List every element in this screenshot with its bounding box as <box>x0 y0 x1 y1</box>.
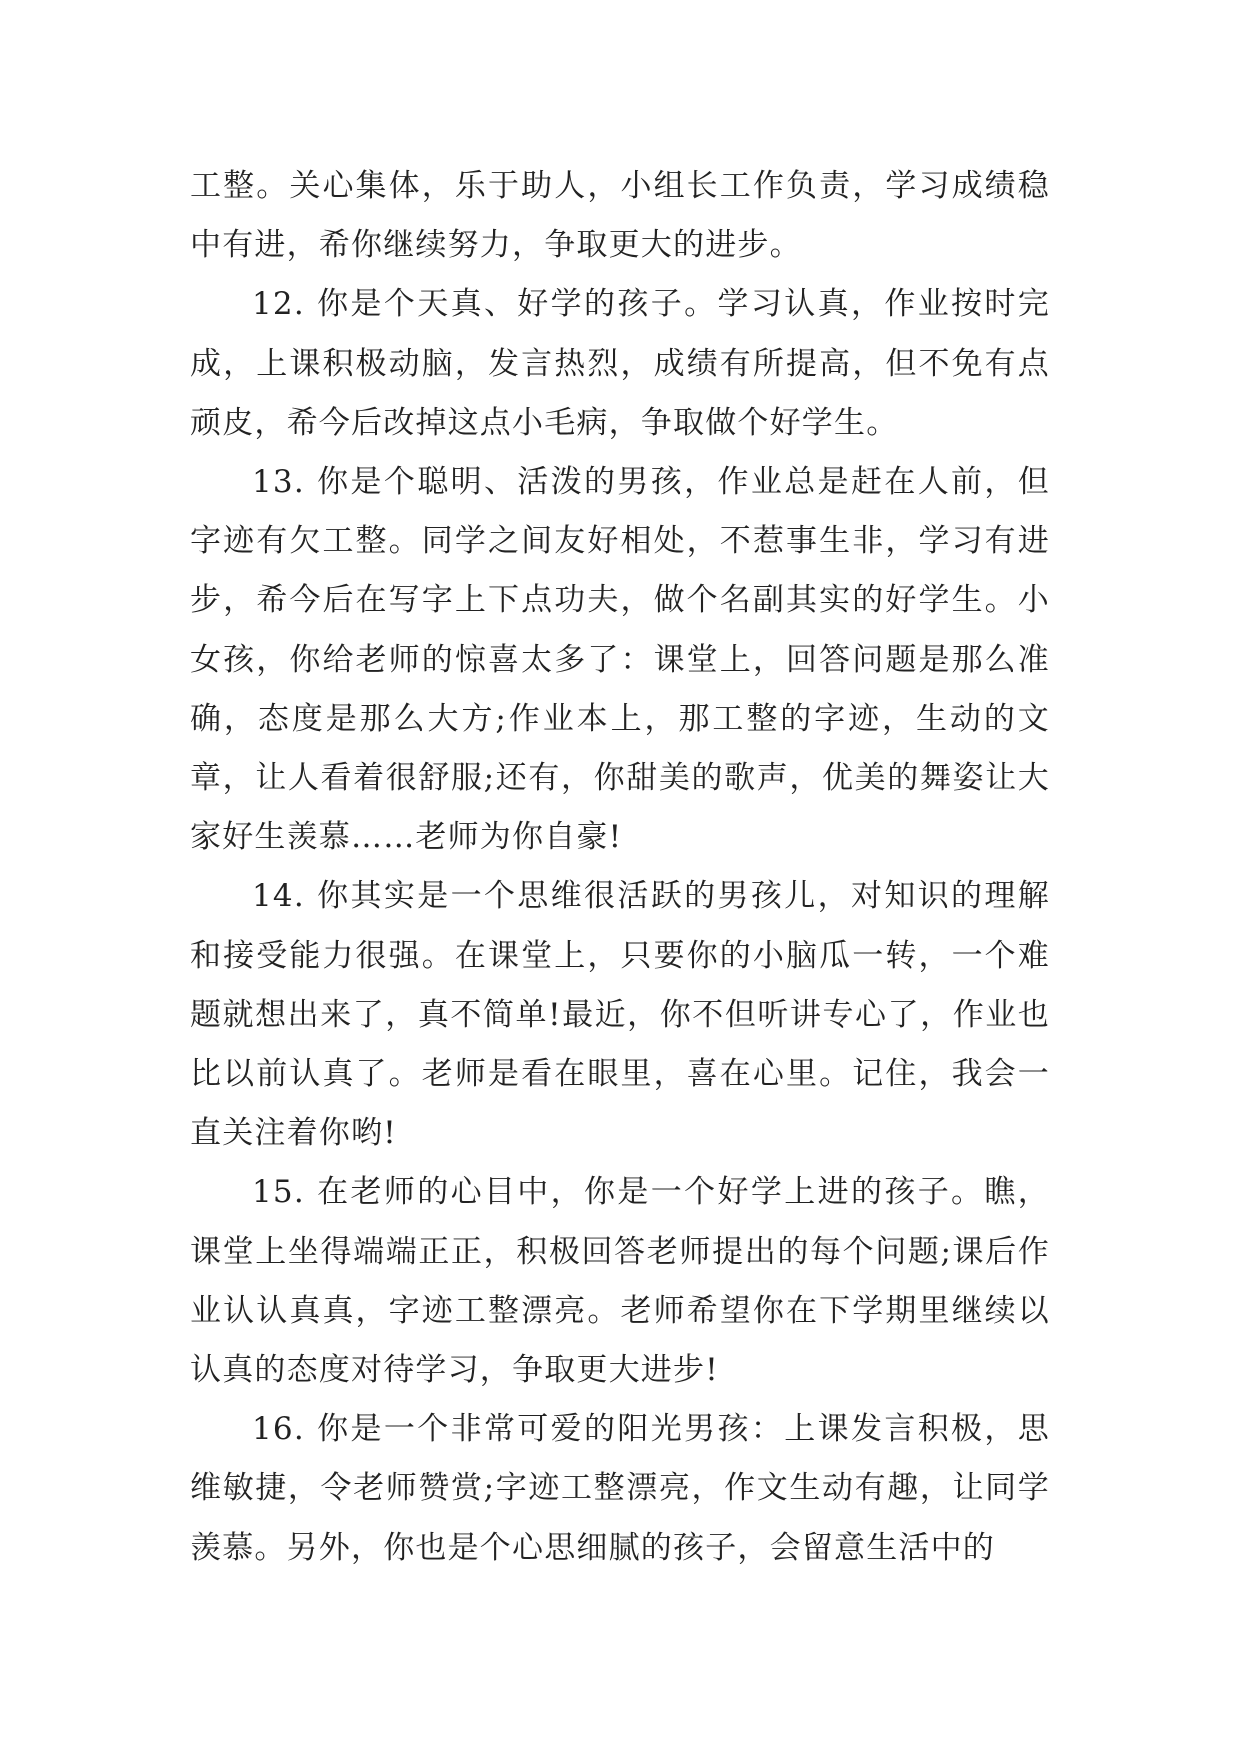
paragraph-item-15: 15. 在老师的心目中，你是一个好学上进的孩子。瞧，课堂上坐得端端正正，积极回答老师提出的每个问题;课后作业认认真真，字迹工整漂亮。老师希望你在下学期里继续以认真的态度对待学习，争取更大进步! <box>190 1174 1050 1389</box>
paragraph-item-12: 12. 你是个天真、好学的孩子。学习认真，作业按时完成，上课积极动脑，发言热烈，成绩有所提高，但不免有点顽皮，希今后改掉这点小毛病，争取做个好学生。 <box>190 286 1050 441</box>
paragraph-item-13: 13. 你是个聪明、活泼的男孩，作业总是赶在人前，但字迹有欠工整。同学之间友好相处，不惹事生非，学习有进步，希今后在写字上下点功夫，做个名副其实的好学生。小女孩，你给老师的惊喜太多了：课堂上，回答问题是那么准确，态度是那么大方;作业本上，那工整的字迹，生动的文章，让人看着很舒服;还有，你甜美的歌声，优美的舞姿让大家好生羡慕……老师为你自豪! <box>190 464 1050 856</box>
paragraph-item-14: 14. 你其实是一个思维很活跃的男孩儿，对知识的理解和接受能力很强。在课堂上，只要你的小脑瓜一转，一个难题就想出来了，真不简单!最近，你不但听讲专心了，作业也比以前认真了。老师是看在眼里，喜在心里。记住，我会一直关注着你哟! <box>190 878 1050 1152</box>
paragraph-continuation: 工整。关心集体，乐于助人，小组长工作负责，学习成绩稳中有进，希你继续努力，争取更大的进步。 <box>190 168 1050 264</box>
document-body <box>190 157 1050 1578</box>
paragraph-item-16: 16. 你是一个非常可爱的阳光男孩：上课发言积极，思维敏捷，令老师赞赏;字迹工整漂亮，作文生动有趣，让同学羡慕。另外，你也是个心思细腻的孩子，会留意生活中的 <box>190 1411 1050 1566</box>
